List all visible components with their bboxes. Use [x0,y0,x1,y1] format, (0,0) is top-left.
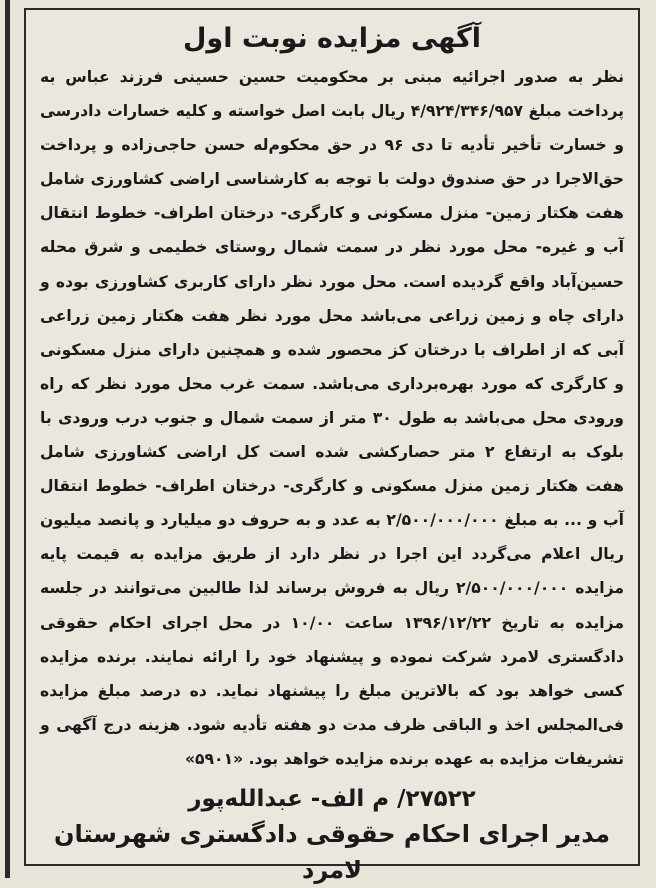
notice-title: آگهی مزایده نوبت اول [183,23,481,54]
notice-signature: مدیر اجرای احکام حقوقی دادگستری شهرستان لامرد [53,819,611,884]
notice-body: نظر به صدور اجرائیه مبنی بر محکومیت حسین حسینی فرزند عباس به پرداخت مبلغ ۴/۹۲۴/۳۴۶/۹۵۷ ریال بابت اصل خواسته و کلیه خسارات دادرسی و خسارت تأخیر تأدیه تا دی ۹۶ در حق محکوم‌له حسن حاجی‌زاده و پرداخت حق‌الاجرا در حق صندوق دولت با توجه به کارشناسی اراضی کشاورزی شامل هفت هکتار زمین- منزل مسکونی و کارگری- درختان اطراف- خطوط انتقال آب و غیره- محل مورد نظر در سمت شمال روستای خطیمی و شرق محله حسین‌آباد واقع گردیده است. محل مورد نظر دارای کاربری کشاورزی بوده و دارای چاه و زمین زراعی می‌باشد محل مورد نظر هفت هکتار زمین زراعی آبی که از اطراف با درختان کز محصور شده و همچنین دارای منزل مسکونی و کارگری که مورد بهره‌برداری می‌باشد. سمت غرب محل مورد نظر که راه ورودی محل می‌باشد به طول ۳۰ متر از سمت شمال و جنوب درب ورودی با بلوک به ارتفاع ۲ متر حصارکشی شده است کل اراضی کشاورزی شامل هفت هکتار زمین منزل مسکونی و کارگری- درختان اطراف- خطوط انتقال آب و ... به مبلغ ۲/۵۰۰/۰۰۰/۰۰۰ به عدد و به حروف دو میلیارد و پانصد میلیون ریال اعلام می‌گردد این اجرا در نظر دارد از طریق مزایده به قیمت پایه مزایده ۲/۵۰۰/۰۰۰/۰۰۰ ریال به فروش برساند لذا طالبین می‌توانند در جلسه مزایده به تاریخ ۱۳۹۶/۱۲/۲۲ ساعت ۱۰/۰۰ در محل اجرای احکام حقوقی دادگستری لامرد شرکت نموده و پیشنهاد خود را ارائه نمایند. برنده مزایده کسی خواهد بود که بالاترین مبلغ را پیشنهاد نماید. ده درصد مبلغ مزایده فی‌المجلس اخذ و الباقی ظرف مدت دو هفته تأدیه شود. هزینه درج آگهی و تشریفات مزایده به عهده برنده مزایده خواهد بود. «۵۹۰۱» [40,68,625,768]
notice-code-line: ۲۷۵۲۲/ م الف- عبدالله‌پور [188,785,476,812]
auction-notice-clipping [24,8,640,884]
column-divider-rule [5,0,10,878]
